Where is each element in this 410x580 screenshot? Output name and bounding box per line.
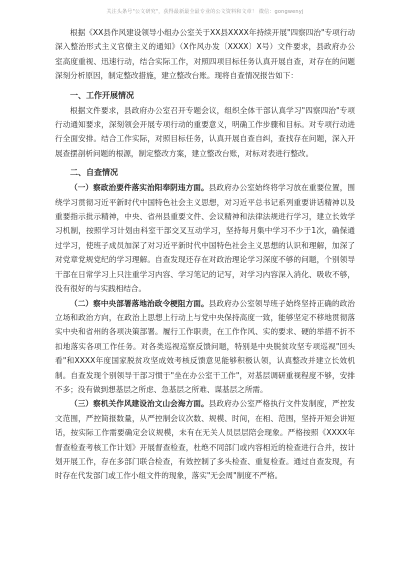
item-3-lead: （三）察机关作风建设治文山会海方面。	[70, 399, 209, 409]
item-2-paragraph	[55, 297, 355, 398]
section-1-heading: 一、工作开展情况	[70, 90, 134, 100]
item-1-lead: （一）察政治要件落实治阳奉阴违方面。	[70, 183, 209, 193]
section-2-heading: 二、自查情况	[70, 168, 118, 178]
item-2-body: 县政府办公室领导班子始终坚持正确的政治立场和政治方向，在政治上思想上行动上与党中央保持高度一致，能够坚定不移地贯彻落实中央和省州的各项决策部署。履行工作职责，在工作作风、实的要求、硬的举措不折不扣地落实各项工作任务。对各类巡视巡察反馈问题，特别是中央脱贫攻坚专项巡视"回头看"和XXXX年度国家脱贫攻坚成效考核反馈意见能够积极认领，认真整改并建立长效机制。自查发现个别领导干部习惯于"坐在办公室干工作"，对基层调研重视程度不够，安排不多；没有做到想基层之所虑、急基层之所难、谋基层之所需。	[55, 298, 355, 394]
item-3-body: 县政府办公室严格执行文件发制度，严控发文范围，严控简报数量，从严控制会议次数、规模、时间，在相、范围，坚持开短会讲短话，按实际工作需要确定会议规模，未有在无关人员层层陪会现象。严格按照《XXXX年督查检查考核工作计划》开展督查检查，杜绝不同部门或内容相近的检查进行合并，按计划开展工作，存在多部门联合检查，有效控制了多头检查、重复检查。通过自查发现，有时存在代发部门或工作小组文件的现象，落实"无会周"制度不严格。	[55, 399, 355, 481]
document-body	[55, 26, 355, 484]
section-1-paragraph: 根据文件要求，县政府办公室召开专题会议，组织全体干部认真学习"四察四治"专项行动通知要求，深刻领会开展专项行动的重要意义，明确工作步骤和目标。对专项行动进行全面安排。结合工作实际，对照目标任务，认真开展自查自纠，查找存在问题，深入开展查摆剖析问题的根源，制定整改方案，建立整改台账，对标对表进行整改。	[55, 105, 355, 158]
header-watermark: 关注头条号"公文研究"，获得最新最全最专业的公文资料和文章！ 微信：gongwenyj	[106, 9, 304, 15]
item-1-body: 县政府办公室始终将学习放在重要位置，围绕学习贯彻习近平新时代中国特色社会主义思想，对习近平总书记系列重要讲话精神以及重要指示批示精神，中央、省州县重要文件、会议精神和法律法规进行学习，建立长效学习机制，按照学习计划由科室干部交叉互动学习，坚持每月集中学习不少于1次，确保通过学习，使班子成员加深了对习近平新时代中国特色社会主义思想的认识和理解，加深了对党章党规党纪的学习理解。自查发现还存在对政治理论学习深度不够的问题，个别领导干部在日常学习上只注重学习内容、学习笔记的记写，对学习内容深入消化、吸收不够，没有很好的与实践相结合。	[55, 183, 355, 294]
item-1-paragraph	[55, 181, 355, 296]
intro-paragraph: 根据《XX县作风建设领导小组办公室关于XX县XXXX年持续开展"四察四治"专项行动深入整治形式主义官僚主义的通知》（X作风办发〔XXXX〕X号）文件要求，县政府办公室高度重视、迅速行动，结合实际工作，对照四项目标任务认真开展自查，对存在的问题深刻分析原因，制定整改措施，建立整改台账。现将自查情况报告如下：	[55, 28, 355, 81]
item-2-lead: （二）察中央部署落地治政令梗阻方面。	[70, 298, 209, 308]
item-3-paragraph	[55, 397, 355, 483]
